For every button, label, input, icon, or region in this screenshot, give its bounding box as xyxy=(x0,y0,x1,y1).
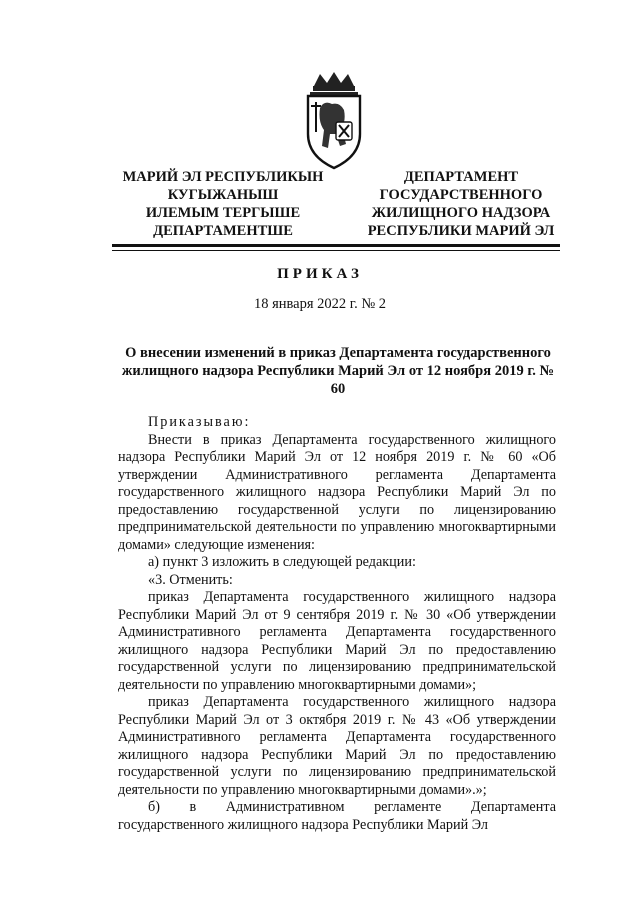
header-right-line: РЕСПУБЛИКИ МАРИЙ ЭЛ xyxy=(367,223,555,239)
order-subject xyxy=(118,344,558,398)
subject-line: О внесении изменений в приказ Департамента государственного xyxy=(125,345,551,361)
header-left-line: ДЕПАРТАМЕНТШЕ xyxy=(153,223,293,239)
header-right-line: ДЕПАРТАМЕНТ xyxy=(403,169,519,185)
subject-line: жилищного надзора Республики Марий Эл от 12 ноября 2019 г. № 60 xyxy=(121,363,555,397)
coat-of-arms-icon xyxy=(298,72,370,172)
header-divider-thick xyxy=(112,244,560,247)
body-paragraph: Приказываю: xyxy=(148,414,251,430)
header-right-line: ГОСУДАРСТВЕННОГО xyxy=(379,187,543,203)
header-divider-thin xyxy=(112,250,560,251)
order-date-number: 18 января 2022 г. № 2 xyxy=(253,296,387,312)
header-left-line: МАРИЙ ЭЛ РЕСПУБЛИКЫН xyxy=(122,169,324,185)
body-paragraph: «3. Отменить: xyxy=(148,571,233,588)
body-paragraph: б) в Административном регламенте Департамента государственного жилищного надзора Республики Марий Эл xyxy=(118,799,556,833)
header-left-block xyxy=(118,168,328,240)
body-paragraph: а) пункт 3 изложить в следующей редакции: xyxy=(148,554,416,570)
body-paragraph: приказ Департамента государственного жилищного надзора Республики Марий Эл от 3 октября 2019 г. № 43 «Об утверждении Административного регламента Департамента государственного жилищного надзора Республики Марий Эл по предоставлению государственной услуги по лицензированию предпринимательской деятельности по управлению многоквартирными домами».»; xyxy=(118,694,556,798)
order-body xyxy=(118,414,556,834)
header-right-line: ЖИЛИЩНОГО НАДЗОРА xyxy=(371,205,551,221)
header-right-block xyxy=(356,168,566,240)
order-title: ПРИКАЗ xyxy=(277,266,363,282)
header-left-line: ИЛЕМЫМ ТЕРГЫШЕ xyxy=(145,205,301,221)
body-paragraph: приказ Департамента государственного жилищного надзора Республики Марий Эл от 9 сентября 2019 г. № 30 «Об утверждении Административного регламента Департамента государственного жилищного надзора Республики Марий Эл по предоставлению государственной услуги по лицензированию предпринимательской деятельности по управлению многоквартирными домами»; xyxy=(118,589,556,693)
body-paragraph: Внести в приказ Департамента государственного жилищного надзора Республики Марий Эл от 12 ноября 2019 г. № 60 «Об утверждении Административного регламента Департамента государственного жилищного надзора Республики Марий Эл по предоставлению государственной услуги по лицензированию предпринимательской деятельности по управлению многоквартирными домами» следующие изменения: xyxy=(118,431,556,553)
header-left-line: КУГЫЖАНЫШ xyxy=(167,187,279,203)
